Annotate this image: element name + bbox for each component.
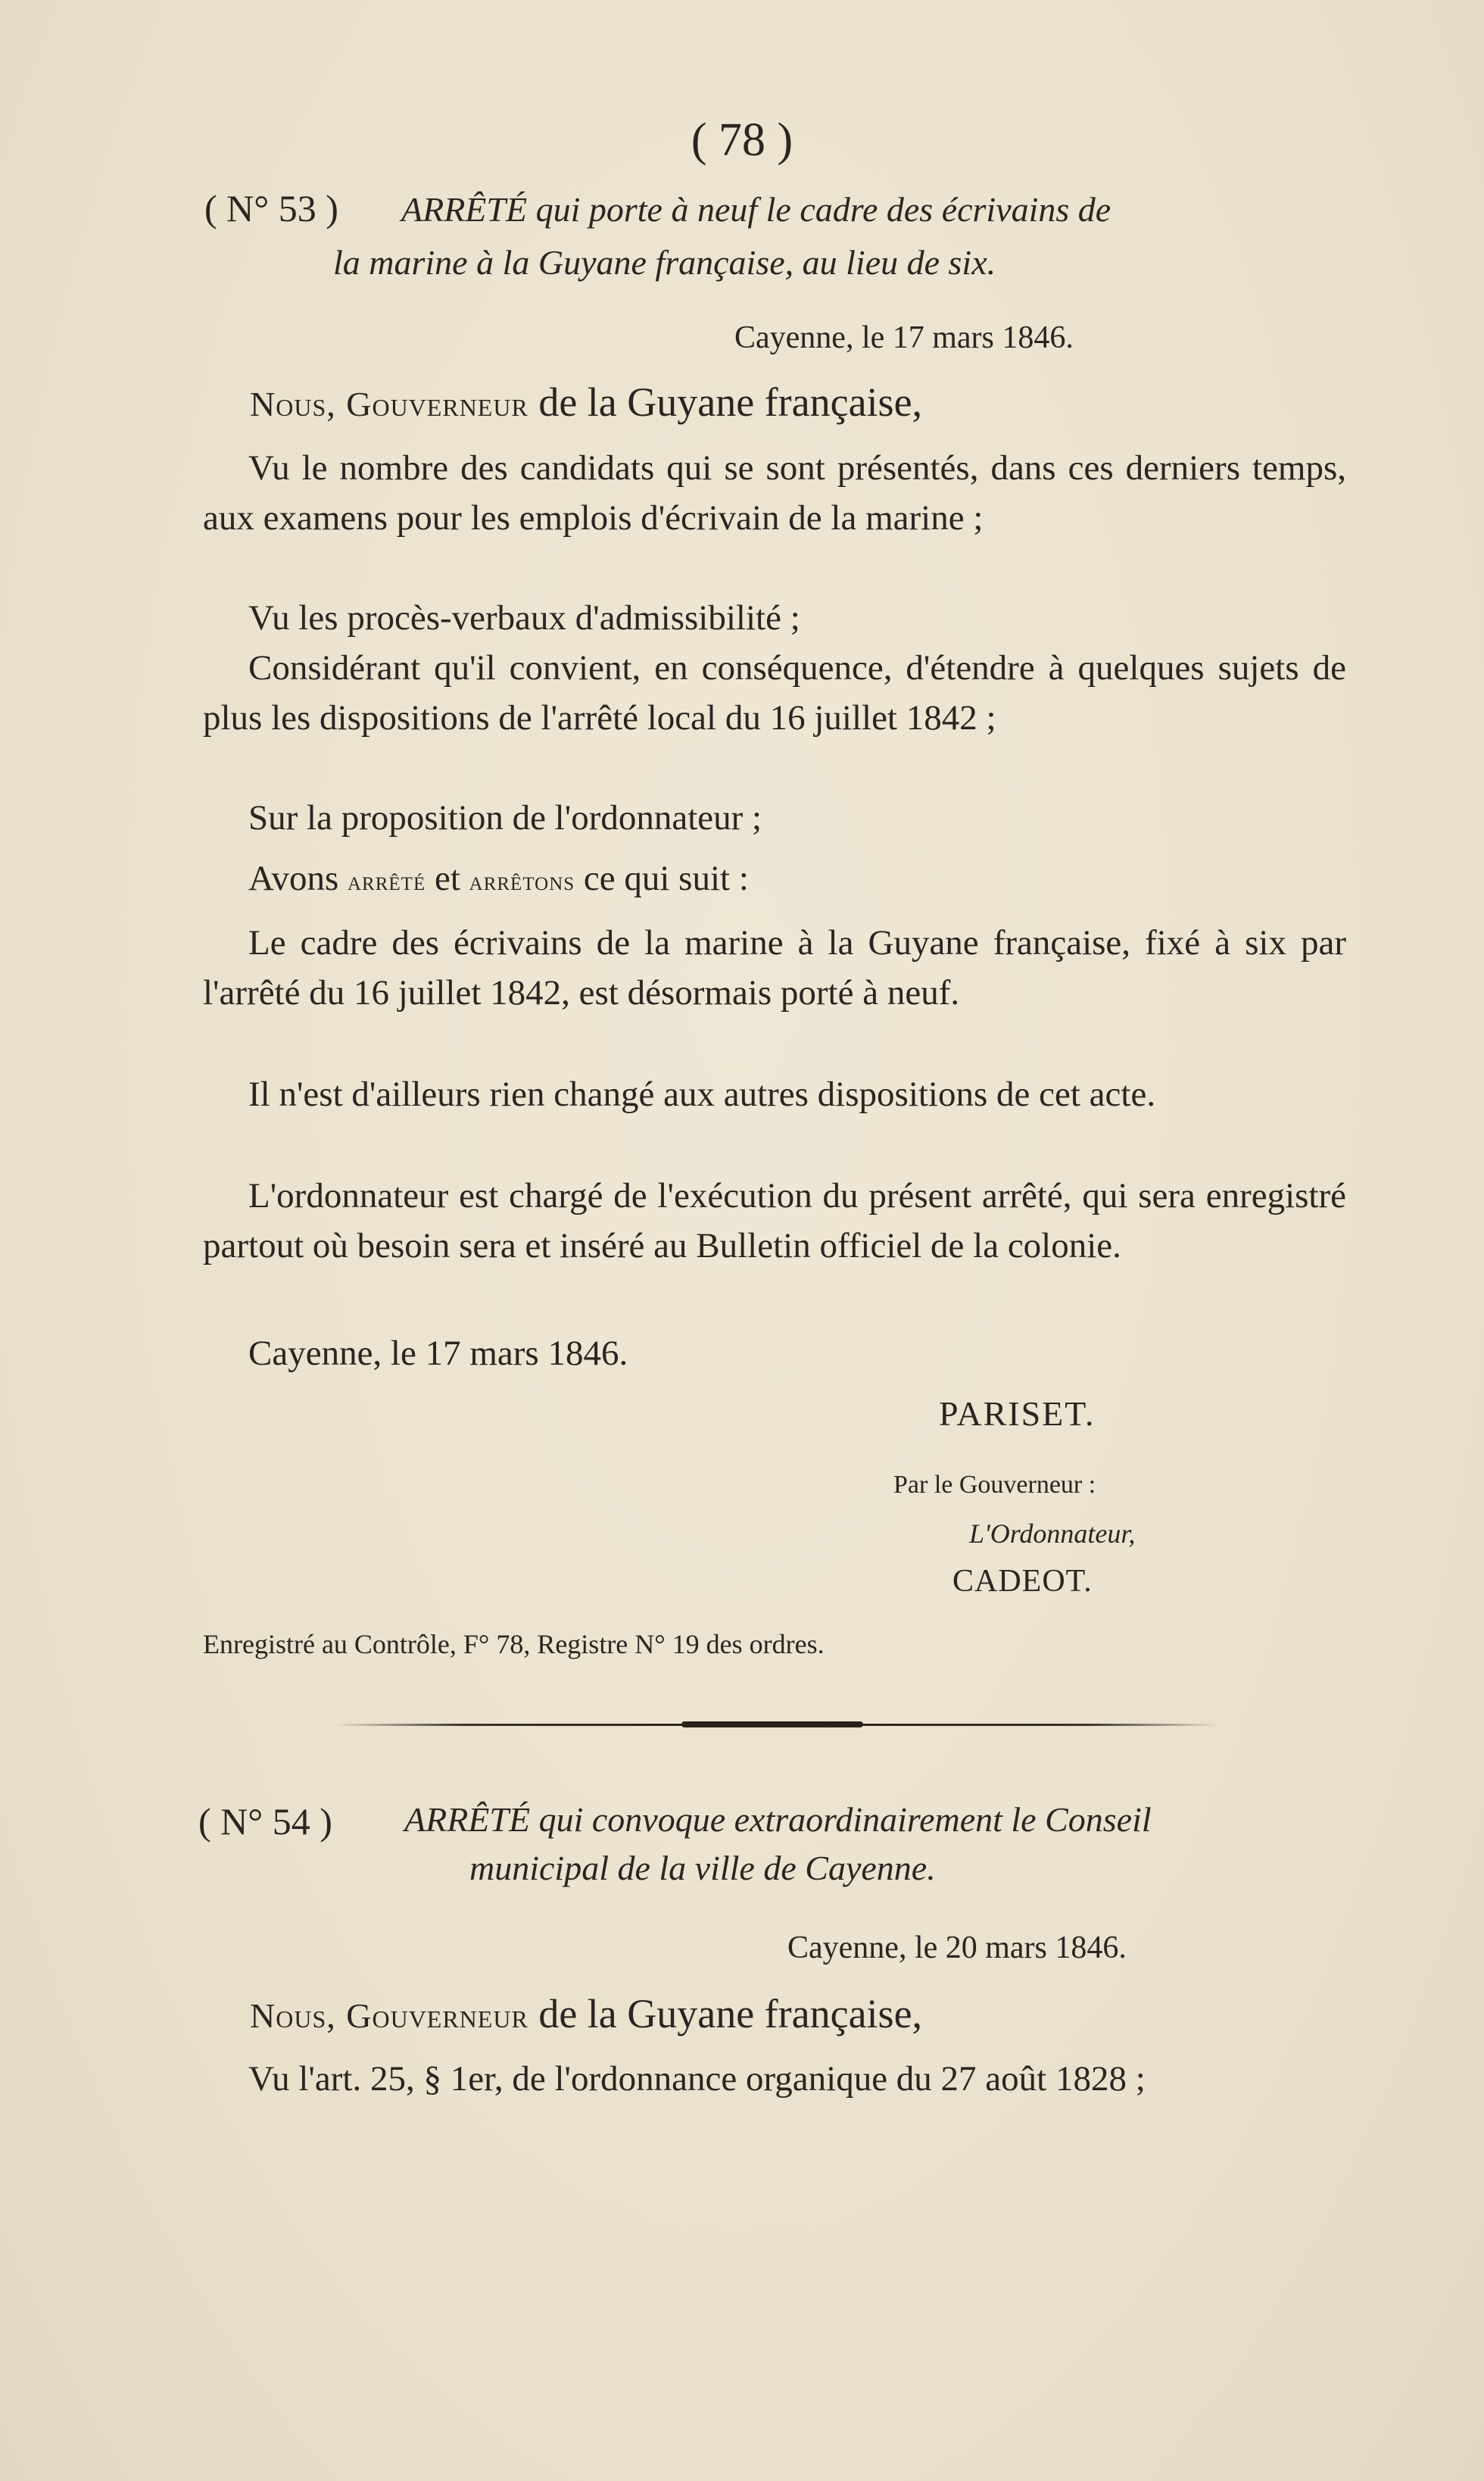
decree-54-title-line1: ARRÊTÉ qui convoque extraordinairement le Conseil — [404, 1800, 1152, 1839]
intro-gouverneur: Gouverneur — [346, 385, 528, 423]
register-entry: Enregistré au Contrôle, F° 78, Registre N° 19 des ordres. — [203, 1629, 825, 1659]
decree-54-number: ( N° 54 ) — [198, 1800, 332, 1843]
l-ordonnateur: L'Ordonnateur, — [969, 1518, 1136, 1549]
decree-53-para-1 — [203, 443, 1346, 543]
intro-rest: de la Guyane française, — [538, 379, 923, 425]
decree-54-title-line2: municipal de la ville de Cayenne. — [469, 1849, 936, 1887]
page-number: ( 78 ) — [691, 114, 793, 166]
countersign-cadeot: CADEOT. — [952, 1564, 1093, 1599]
avons-arrete: arrêté — [348, 866, 426, 896]
para-text: Sur la proposition de l'ordonnateur ; — [248, 798, 762, 838]
decree-53-title-line2: la marine à la Guyane française, au lieu de six. — [333, 243, 996, 282]
decree-53-avons — [203, 854, 1346, 906]
decree-53-title-line1: ARRÊTÉ qui porte à neuf le cadre des écrivains de — [401, 190, 1111, 229]
decree-53-article-3 — [203, 1171, 1346, 1271]
decree-53-number: ( N° 53 ) — [204, 187, 338, 229]
decree-54-para-1 — [203, 2054, 1346, 2104]
decree-53-article-1 — [203, 918, 1346, 1018]
signature-pariset: PARISET. — [939, 1394, 1096, 1433]
decree-53-closing-date: Cayenne, le 17 mars 1846. — [248, 1334, 628, 1373]
para-text: Vu les procès-verbaux d'admissibilité ; — [248, 598, 800, 638]
decree-53-dateline: Cayenne, le 17 mars 1846. — [734, 320, 1074, 355]
section-divider-center — [681, 1721, 863, 1727]
decree-53-intro — [250, 379, 922, 426]
decree-53-article-2 — [203, 1069, 1346, 1119]
para-text: Considérant qu'il convient, en conséquence, d'étendre à quelques sujets de plus les dispositions de l'arrêté local du 16 juillet 1842 ; — [203, 648, 1346, 738]
article-text: Il n'est d'ailleurs rien changé aux autres dispositions de cet acte. — [248, 1075, 1156, 1114]
decree-53-para-2 — [203, 593, 1346, 643]
article-text: L'ordonnateur est chargé de l'exécution du présent arrêté, qui sera enregistré partout où besoin sera et inséré au Bulletin officiel de la colonie. — [203, 1176, 1346, 1265]
decree-54-dateline: Cayenne, le 20 mars 1846. — [787, 1930, 1127, 1965]
intro-gouverneur: Gouverneur — [346, 1996, 528, 2035]
par-le-gouverneur: Par le Gouverneur : — [893, 1471, 1096, 1499]
avons-arretons: arrêtons — [469, 866, 575, 896]
intro-nous: Nous, — [250, 1996, 336, 2035]
intro-nous: Nous, — [250, 385, 336, 423]
article-text: Le cadre des écrivains de la marine à la Guyane française, fixé à six par l'arrêté du 16 juillet 1842, est désormais porté à neuf. — [203, 923, 1346, 1013]
decree-54-intro — [250, 1990, 922, 2037]
avons-suffix: ce qui suit : — [583, 859, 749, 898]
avons-prefix: Avons — [248, 859, 339, 898]
para-text: Vu le nombre des candidats qui se sont présentés, dans ces derniers temps, aux examens pour les emplois d'écrivain de la marine ; — [203, 448, 1346, 538]
intro-rest: de la Guyane française, — [538, 1991, 923, 2036]
para-text: Vu l'art. 25, § 1er, de l'ordonnance organique du 27 août 1828 ; — [248, 2059, 1146, 2099]
decree-53-para-4 — [203, 793, 1346, 843]
decree-53-para-3 — [203, 643, 1346, 743]
avons-et: et — [434, 859, 460, 898]
